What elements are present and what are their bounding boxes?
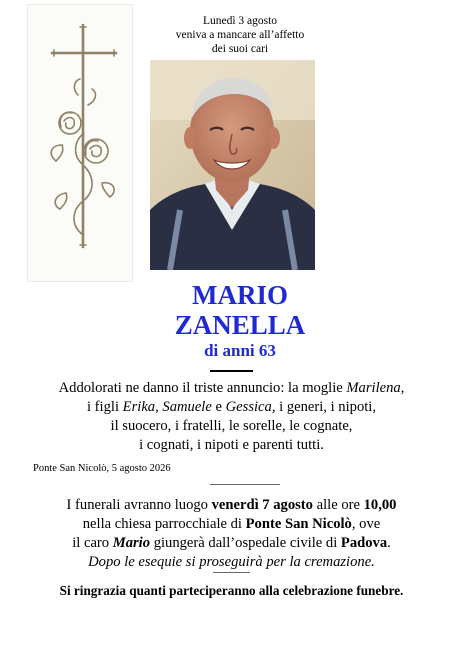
first-name: MARIO	[192, 280, 288, 310]
death-announcement-intro	[140, 14, 340, 56]
wife-name: Marilena	[346, 380, 401, 396]
cremation-note: Dopo le esequie si proseguirà per la cremazione.	[88, 554, 375, 570]
divider-short	[210, 370, 253, 372]
funeral-line-1	[20, 496, 443, 515]
thanks-message: Si ringrazia quanti parteciperanno alla celebrazione funebre.	[59, 583, 404, 598]
funeral-text: nella chiesa parrocchiale di	[82, 516, 246, 532]
funeral-line-2	[20, 515, 443, 534]
family-announcement	[20, 379, 443, 455]
funeral-text: giungerà dall’ospedale civile di	[150, 535, 341, 551]
announcement-text: ,	[400, 380, 405, 396]
intro-line-3: dei suoi cari	[211, 43, 269, 55]
portrait-photo	[150, 60, 315, 270]
announcement-text: i figli	[86, 399, 123, 415]
funeral-text: .	[387, 535, 391, 551]
divider-thin-2	[213, 572, 250, 573]
funeral-text: I funerali avranno luogo	[66, 497, 212, 513]
funeral-details	[20, 496, 443, 572]
announcement-line-1	[20, 379, 443, 398]
place-and-date: Ponte San Nicolò, 5 agosto 2026	[33, 463, 171, 474]
children-names: Erika, Samuele	[122, 399, 212, 415]
announcement-line-3: il suocero, i fratelli, le sorelle, le cognate,	[110, 418, 353, 434]
funeral-text: alle ore	[312, 497, 364, 513]
funeral-day: venerdì 7 agosto	[211, 497, 313, 513]
cross-icon	[28, 5, 132, 281]
announcement-text: e	[211, 399, 226, 415]
church-location: Ponte San Nicolò	[245, 516, 352, 532]
children-names-2: Gessica,	[225, 399, 276, 415]
announcement-line-2	[20, 398, 443, 417]
deceased-age: di anni 63	[204, 341, 276, 360]
announcement-text: i generi, i nipoti,	[275, 399, 377, 415]
hospital-city: Padova	[340, 535, 388, 551]
funeral-text: il caro	[72, 535, 113, 551]
divider-thin-1	[210, 484, 280, 485]
funeral-time: 10,00	[363, 497, 397, 513]
deceased-first-name: Mario	[112, 535, 151, 551]
announcement-text: Addolorati ne danno il triste annuncio: la moglie	[58, 380, 347, 396]
intro-line-2: veniva a mancare all’affetto	[175, 29, 305, 41]
announcement-line-4: i cognati, i nipoti e parenti tutti.	[139, 437, 324, 453]
funeral-text: , ove	[351, 516, 381, 532]
funeral-line-3	[20, 534, 443, 553]
intro-date-line: Lunedì 3 agosto	[202, 15, 278, 27]
deceased-name	[140, 280, 340, 340]
funeral-line-4	[20, 553, 443, 572]
cross-rose-illustration	[27, 4, 133, 282]
portrait-image	[150, 60, 315, 270]
last-name: ZANELLA	[174, 310, 306, 340]
